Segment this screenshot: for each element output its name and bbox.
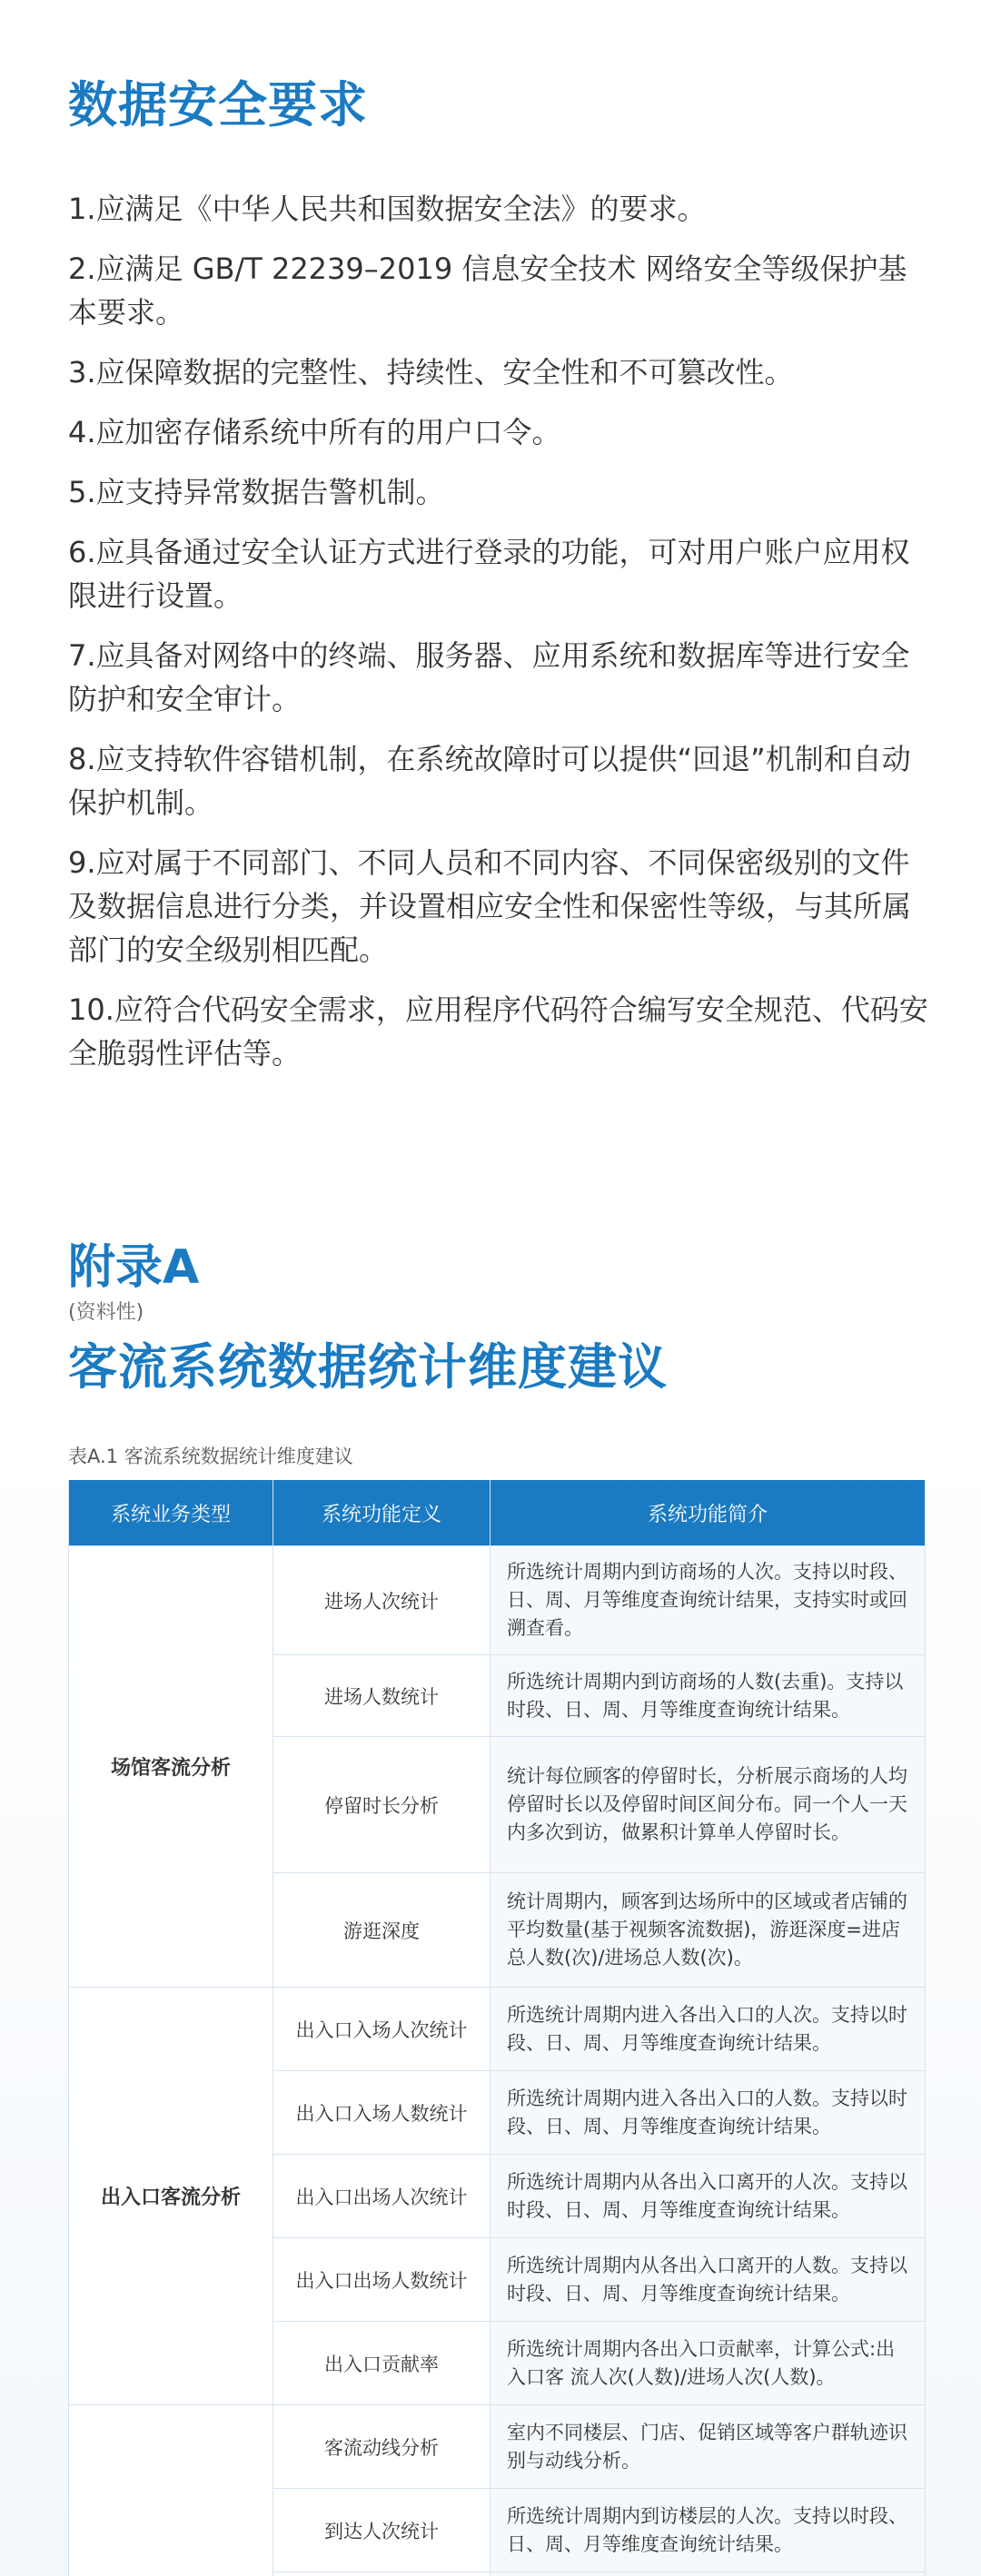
section-title-data-security: 数据安全要求	[68, 76, 368, 133]
category-floor-traffic	[69, 2405, 273, 2576]
function-description: 所选统计周期内到访商场的人次。支持以时段、日、周、月等维度查询统计结果，支持实时或回溯查看。	[490, 1546, 926, 1655]
header-function-summary: 系统功能简介	[490, 1480, 926, 1546]
function-description	[490, 2572, 926, 2576]
table-row	[69, 1546, 926, 1655]
function-description: 所选统计周期内各出入口贡献率，计算公式:出入口客 流人次(人数)/进场人次(人数)。	[490, 2322, 926, 2405]
requirement-item: 5.应支持异常数据告警机制。	[68, 475, 445, 509]
function-name: 出入口出场人次统计	[273, 2155, 490, 2238]
requirement-item: 9.应对属于不同部门、不同人员和不同内容、不同保密级别的文件及数据信息进行分类，并设置相应安全性和保密性等级，与其所属部门的安全级别相匹配。	[68, 845, 912, 967]
requirement-item: 7.应具备对网络中的终端、服务器、应用系统和数据库等进行安全防护和安全审计。	[68, 638, 910, 716]
category-entrance-traffic: 出入口客流分析	[69, 1988, 273, 2405]
function-name: 出入口入场人次统计	[273, 1988, 490, 2071]
function-name	[273, 2572, 490, 2576]
table-row	[69, 1988, 926, 2071]
header-business-type: 系统业务类型	[69, 1480, 273, 1546]
function-description: 统计周期内，顾客到达场所中的区域或者店铺的平均数量(基于视频客流数据)，游逛深度=进店总人数(次)/进场总人数(次)。	[490, 1873, 926, 1988]
appendix-heading: 客流系统数据统计维度建议	[68, 1338, 668, 1396]
category-venue-traffic: 场馆客流分析	[69, 1546, 273, 1988]
function-description: 所选统计周期内从各出入口离开的人次。支持以时段、日、周、月等维度查询统计结果。	[490, 2155, 926, 2238]
function-name: 出入口出场人数统计	[273, 2238, 490, 2322]
function-name: 游逛深度	[273, 1873, 490, 1988]
requirements-list	[68, 187, 931, 1091]
table-header-row	[69, 1480, 926, 1546]
appendix-subtitle: (资料性)	[68, 1301, 144, 1324]
requirement-item: 1.应满足《中华人民共和国数据安全法》的要求。	[68, 192, 707, 226]
appendix-title: 附录A	[68, 1240, 200, 1295]
function-name: 到达人次统计	[273, 2489, 490, 2572]
function-description: 统计每位顾客的停留时长，分析展示商场的人均停留时长以及停留时间区间分布。同一个人一天内多次到访，做累积计算单人停留时长。	[490, 1737, 926, 1873]
function-name: 停留时长分析	[273, 1737, 490, 1873]
header-function-definition: 系统功能定义	[273, 1480, 490, 1546]
function-name: 进场人数统计	[273, 1655, 490, 1737]
function-name: 客流动线分析	[273, 2405, 490, 2489]
requirement-item: 8.应支持软件容错机制，在系统故障时可以提供“回退”机制和自动保护机制。	[68, 742, 911, 820]
function-description: 所选统计周期内进入各出入口的人次。支持以时段、日、周、月等维度查询统计结果。	[490, 1988, 926, 2071]
function-description: 所选统计周期内到访楼层的人次。支持以时段、日、周、月等维度查询统计结果。	[490, 2489, 926, 2572]
requirement-item: 4.应加密存储系统中所有的用户口令。	[68, 415, 561, 449]
requirement-item: 3.应保障数据的完整性、持续性、安全性和不可篡改性。	[68, 355, 794, 390]
function-name: 出入口贡献率	[273, 2322, 490, 2405]
function-description: 室内不同楼层、门店、促销区域等客户群轨迹识别与动线分析。	[490, 2405, 926, 2489]
requirement-item: 6.应具备通过安全认证方式进行登录的功能，可对用户账户应用权限进行设置。	[68, 535, 910, 613]
table-caption: 表A.1 客流系统数据统计维度建议	[68, 1446, 353, 1467]
function-description: 所选统计周期内到访商场的人数(去重)。支持以时段、日、周、月等维度查询统计结果。	[490, 1655, 926, 1737]
function-description: 所选统计周期内从各出入口离开的人数。支持以时段、日、周、月等维度查询统计结果。	[490, 2238, 926, 2322]
function-name: 进场人次统计	[273, 1546, 490, 1655]
function-description: 所选统计周期内进入各出入口的人数。支持以时段、日、周、月等维度查询统计结果。	[490, 2071, 926, 2155]
requirement-item: 10.应符合代码安全需求，应用程序代码符合编写安全规范、代码安全脆弱性评估等。	[68, 992, 928, 1071]
function-name: 出入口入场人数统计	[273, 2071, 490, 2155]
dimension-table	[68, 1480, 926, 2576]
requirement-item: 2.应满足 GB/T 22239–2019 信息安全技术 网络安全等级保护基本要求。	[68, 252, 907, 330]
table-row	[69, 2405, 926, 2489]
